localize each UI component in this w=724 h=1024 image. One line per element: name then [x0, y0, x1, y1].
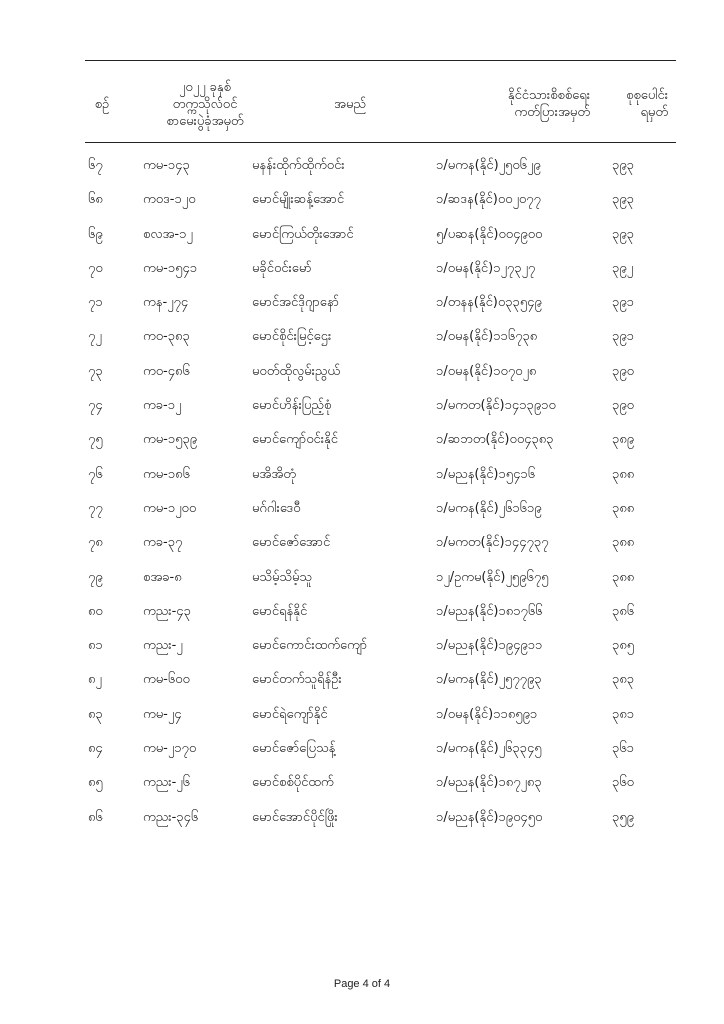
table-row [85, 670, 676, 704]
row-name: မောင်ရန်နိုင် [252, 603, 308, 619]
row-name: မသိမ့်သိမ့်သူ [252, 569, 312, 585]
row-name: မဝတ်ထိုလွမ်းညွယ် [252, 363, 341, 379]
page-number: Page 4 of 4 [333, 978, 391, 990]
row-roll-no: ကဝ-၄၈၆ [143, 363, 190, 379]
row-roll-no: ကမ-၁၅၃၉ [143, 432, 198, 448]
row-serial-no: ၇၈ [88, 535, 103, 551]
row-roll-no: ကမ-၁၄၃ [143, 158, 190, 173]
row-name: မောင်စစ်ပိုင်ထက် [252, 775, 334, 791]
row-total-score: ၃၉၀ [612, 398, 634, 414]
header-exam-roll-no: ၂၀၂၂ ခုနှစ် တက္ကသိုလ်ဝင် စာမေးပွဲခုံအမှတ် [166, 79, 244, 129]
table-row [85, 602, 676, 636]
row-total-score: ၃၈၁ [612, 706, 635, 722]
row-serial-no: ၇၂ [88, 329, 102, 345]
row-serial-no: ၆၈ [88, 192, 103, 208]
row-serial-no: ၇၅ [88, 432, 103, 448]
table-row [85, 705, 676, 739]
row-total-score: ၃၈၃ [612, 672, 635, 688]
row-name: မခိုင်ဝင်းမော် [252, 260, 312, 276]
row-roll-no: ကခ-၁၂ [143, 398, 182, 414]
row-roll-no: ကဝ-၃၈၃ [143, 329, 190, 345]
header-total-score: စုစုပေါင်း ရမှတ် [626, 88, 668, 120]
row-total-score: ၃၈၉ [612, 432, 635, 448]
row-nrc-no: ၁/ဝမန(နိုင်)၁၂၇၃၂၇ [436, 260, 536, 276]
row-roll-no: ကဝဒ-၁၂၀ [143, 192, 196, 208]
row-serial-no: ၈၅ [88, 775, 103, 791]
table-row [85, 156, 676, 190]
row-roll-no: ကခ-၃၇ [143, 535, 183, 551]
row-roll-no: ကညး-၃၄၆ [143, 809, 199, 825]
row-total-score: ၃၈၈ [612, 500, 635, 516]
row-serial-no: ၈၃ [88, 706, 103, 722]
table-row [85, 636, 676, 670]
row-roll-no: ကမ-၁၂၀၀ [143, 500, 197, 516]
table-body [85, 156, 676, 842]
table-row [85, 808, 676, 842]
row-name: မဂ်ဂါးဒေဝီ [252, 500, 301, 516]
row-nrc-no: ၁/မညန(နိုင်)၁၅၄၁၆ [436, 466, 536, 482]
row-name: မောင်မျိုးဆန့်အောင် [252, 192, 345, 208]
table-header-rule [85, 142, 676, 143]
row-total-score: ၃၉၃ [612, 158, 634, 173]
row-total-score: ၃၆၁ [612, 741, 634, 757]
row-name: မောင်ကြယ်တိုးအောင် [252, 226, 354, 242]
table-row [85, 293, 676, 327]
row-nrc-no: ၁/မညန(နိုင်)၁၉၄၉၁၁ [436, 638, 543, 654]
row-serial-no: ၇၃ [88, 363, 103, 379]
table-row [85, 739, 676, 773]
row-roll-no: ကမ-၂၁၇၀ [143, 741, 197, 757]
table-row [85, 499, 676, 533]
row-nrc-no: ၁/ဆဒန(နိုင်)၀၀၂၀၇၇ [436, 192, 541, 208]
row-serial-no: ၈၂ [88, 672, 102, 688]
row-roll-no: စအခ-၈ [143, 569, 182, 585]
table-row [85, 259, 676, 293]
row-name: မောင်ကောင်းထက်ကျော် [252, 638, 368, 654]
row-serial-no: ၈၁ [88, 638, 103, 654]
row-serial-no: ၈၆ [88, 809, 103, 825]
row-total-score: ၃၈၈ [612, 466, 635, 482]
row-name: မောင်ရဲကျော်နိုင် [252, 706, 328, 722]
row-serial-no: ၈၄ [88, 741, 103, 757]
row-serial-no: ၇၆ [88, 466, 103, 482]
row-nrc-no: ၁/ဝမန(နိုင်)၁၁၈၅၉၁ [436, 706, 538, 722]
row-total-score: ၃၉၃ [612, 192, 634, 208]
table-row [85, 568, 676, 602]
row-name: မောင်ဇော်အောင် [252, 535, 331, 551]
row-nrc-no: ၁/မကတ(နိုင်)၁၄၁၃၉၁၀ [436, 398, 556, 414]
table-row [85, 465, 676, 499]
header-serial-no: စဉ် [94, 96, 110, 112]
row-serial-no: ၇၁ [88, 295, 103, 311]
row-nrc-no: ၁/မကတ(နိုင်)၁၄၄၇၃၇ [436, 535, 549, 551]
row-nrc-no: ၁/ဝမန(နိုင်)၁၁၆၇၃၈ [436, 329, 538, 345]
row-total-score: ၃၆၀ [612, 775, 634, 791]
row-roll-no: ကန-၂၇၄ [143, 295, 189, 311]
row-total-score: ၃၈၆ [612, 603, 635, 619]
row-total-score: ၃၉၁ [612, 329, 634, 345]
row-nrc-no: ၁၂/ဥကမ(နိုင်)၂၅၉၆၇၅ [436, 569, 549, 585]
row-roll-no: ကမ-၆၀၀ [143, 672, 190, 688]
row-serial-no: ၈၀ [88, 603, 103, 619]
row-name: မောင်အောင်ပိုင်ဖြိုး [252, 809, 338, 825]
row-nrc-no: ၅/ပဆန(နိုင်)၀၀၄၉၀၀ [436, 226, 543, 242]
row-serial-no: ၇၀ [88, 260, 103, 276]
table-row [85, 430, 676, 464]
row-nrc-no: ၁/မညန(နိုင်)၁၉၀၄၅၀ [436, 809, 543, 825]
row-total-score: ၃၅၉ [612, 809, 634, 825]
table-row [85, 533, 676, 567]
row-name: မောင်ဇော်ပြေသန့် [252, 741, 336, 757]
row-serial-no: ၆၇ [88, 158, 103, 173]
row-nrc-no: ၁/ဝမန(နိုင်)၁၀၇၀၂၈ [436, 363, 537, 379]
row-total-score: ၃၈၈ [612, 535, 635, 551]
row-total-score: ၃၉၂ [612, 260, 634, 276]
row-serial-no: ၇၉ [88, 569, 103, 585]
row-nrc-no: ၁/မကန(နိုင်)၂၅၀၆၂၉ [436, 158, 541, 173]
table-top-rule [85, 60, 676, 61]
table-row [85, 225, 676, 259]
row-total-score: ၃၉၃ [612, 226, 634, 242]
row-roll-no: ကမ-၁၅၄၁ [143, 260, 198, 276]
row-serial-no: ၆၉ [88, 226, 103, 242]
table-row [85, 190, 676, 224]
header-name: အမည် [334, 96, 366, 112]
table-row [85, 362, 676, 396]
row-total-score: ၃၉၀ [612, 363, 634, 379]
table-row [85, 773, 676, 807]
row-total-score: ၃၈၅ [612, 638, 635, 654]
row-nrc-no: ၁/ဆဘတ(နိုင်)၀၀၄၃၈၃ [436, 432, 554, 448]
table-row [85, 396, 676, 430]
row-roll-no: စလအ-၁၂ [143, 226, 193, 242]
row-serial-no: ၇၇ [88, 500, 103, 516]
row-roll-no: ကညး-၂ [143, 638, 183, 654]
row-nrc-no: ၁/မညန(နိုင်)၁၈၇၂၈၃ [436, 775, 542, 791]
row-roll-no: ကမ-၂၄ [143, 706, 182, 722]
row-nrc-no: ၁/မကန(နိုင်)၂၆၃၃၄၅ [436, 741, 542, 757]
row-total-score: ၃၉၁ [612, 295, 634, 311]
row-roll-no: ကမ-၁၈၆ [143, 466, 190, 482]
row-name: မောင်တက်သူရိန်ဦး [252, 672, 342, 688]
row-nrc-no: ၁/မညန(နိုင်)၁၈၁၇၆၆ [436, 603, 543, 619]
row-serial-no: ၇၄ [88, 398, 103, 414]
row-name: မောင်ကျော်ဝင်းနိုင် [252, 432, 338, 448]
row-roll-no: ကညး-၂၆ [143, 775, 190, 791]
row-name: မောင်ဟိန်းပြည့်စုံ [252, 398, 332, 414]
row-name: မနန်းထိုက်ထိုက်ဝင်း [252, 158, 345, 173]
row-nrc-no: ၁/မကန(နိုင်)၂၆၁၆၁၉ [436, 500, 542, 516]
row-name: မအိအိတုံ [252, 466, 296, 482]
row-name: မောင်စိုင်းမြင့်ဌေး [252, 329, 332, 345]
row-roll-no: ကညး-၄၃ [143, 603, 191, 619]
row-total-score: ၃၈၈ [612, 569, 635, 585]
row-nrc-no: ၁/တနန(နိုင်)၀၃၃၅၄၉ [436, 295, 542, 311]
row-nrc-no: ၁/မကန(နိုင်)၂၅၇၇၉၃ [436, 672, 542, 688]
row-name: မောင်အင်ဒိုဂျာနော် [252, 295, 339, 311]
header-nrc-no: နိုင်ငံသားစိစစ်ရေး ကတ်ပြားအမှတ် [507, 88, 590, 120]
table-row [85, 327, 676, 361]
